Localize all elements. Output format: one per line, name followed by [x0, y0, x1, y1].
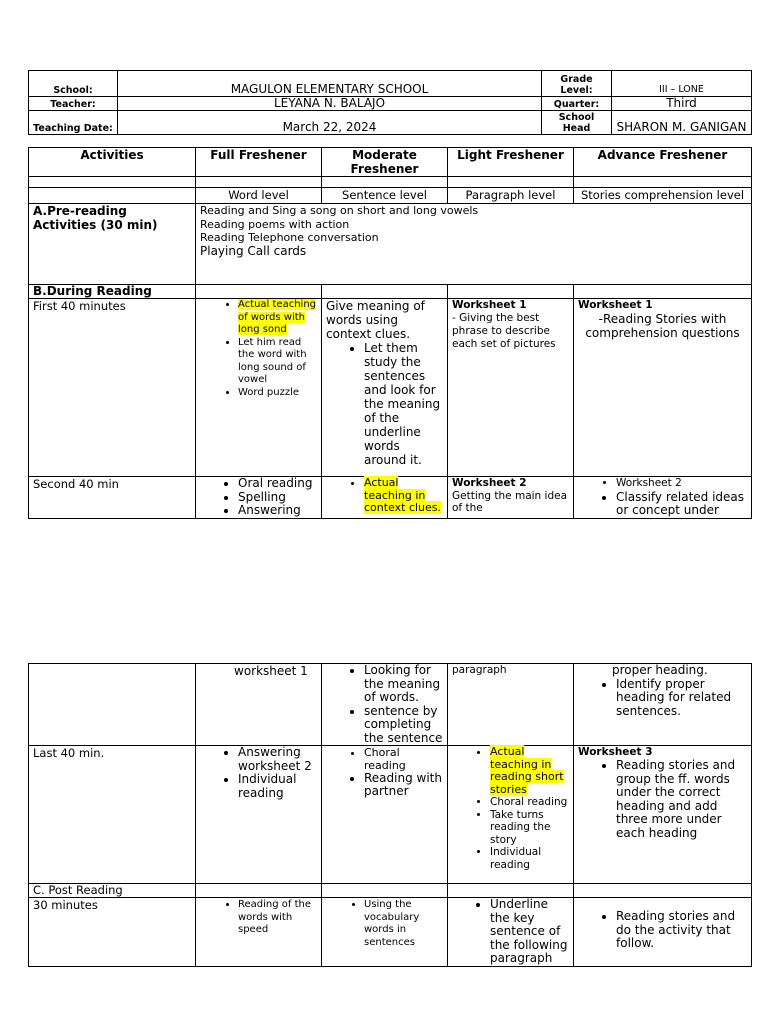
- list-item: • Word puzzle: [238, 387, 317, 400]
- last-40-label: Last 40 min.: [29, 746, 196, 884]
- post-advance-cell: [574, 898, 752, 967]
- last-moderate-cell: [322, 746, 448, 884]
- second-40-label: Second 40 min: [29, 477, 196, 519]
- list-item: • Answering worksheet 2: [238, 746, 317, 773]
- school-head-label: School Head: [542, 111, 612, 135]
- cont-light-cell: [448, 664, 574, 746]
- pre-reading-line: Playing Call cards: [200, 243, 307, 258]
- list-item: • Underline the key sentence of the following paragraph: [490, 898, 569, 966]
- list-item: • Worksheet 2: [616, 477, 747, 491]
- list-item: • Actual teaching in context clues.: [364, 477, 443, 515]
- list-item: • Identify proper heading for related sentences.: [616, 678, 747, 719]
- list-item: • sentence by completing the sentence: [364, 705, 443, 746]
- pre-reading-activities: [196, 204, 752, 285]
- teacher-label: Teacher:: [29, 97, 118, 111]
- cont-advance-text: proper heading.: [612, 663, 708, 677]
- list-item: • Reading of the words with speed: [238, 899, 317, 937]
- last-full-cell: [196, 746, 322, 884]
- list-item: • Let them study the sentences and look for the meaning of the underline words around it.: [364, 341, 443, 467]
- first-light-cell: [448, 299, 574, 477]
- second-moderate-cell: [322, 477, 448, 519]
- worksheet-title: Worksheet 3: [578, 746, 653, 758]
- first-full-cell: [196, 299, 322, 477]
- level-stories: Stories comprehension level: [574, 188, 752, 204]
- pre-reading-line: Reading and Sing a song on short and long vowels: [200, 204, 479, 217]
- list-item: • Looking for the meaning of words.: [364, 664, 443, 705]
- list-item: • Classify related ideas or concept under: [616, 491, 747, 518]
- moderate-intro: Give meaning of words using context clues.: [326, 299, 425, 341]
- post-full-cell: [196, 898, 322, 967]
- second-light-cell: [448, 477, 574, 519]
- post-reading-title: C. Post Reading: [29, 884, 196, 898]
- list-item: • Let him read the word with long sound of vowel: [238, 337, 317, 387]
- col-activities: Activities: [29, 148, 196, 177]
- list-item: • Individual reading: [490, 846, 569, 871]
- cont-light-text: paragraph: [452, 664, 507, 676]
- list-item: • Actual teaching in reading short stories: [490, 746, 569, 796]
- list-item: • Oral reading: [238, 477, 317, 491]
- cont-moderate-cell: [322, 664, 448, 746]
- activities-table: [28, 147, 752, 519]
- cont-advance-cell: [574, 664, 752, 746]
- worksheet-title: Worksheet 1: [578, 299, 653, 311]
- list-item: • Choral reading: [364, 746, 443, 772]
- level-paragraph: Paragraph level: [448, 188, 574, 204]
- list-item: • Answering: [238, 504, 317, 518]
- second-advance-cell: [574, 477, 752, 519]
- list-item: • Reading stories and do the activity that follow.: [616, 910, 747, 951]
- worksheet-text: -Reading Stories with comprehension questions: [585, 312, 740, 340]
- school-label: School:: [29, 71, 118, 97]
- first-advance-cell: [574, 299, 752, 477]
- post-light-cell: [448, 898, 574, 967]
- list-item: • Using the vocabulary words in sentences: [364, 899, 443, 949]
- list-item: • Actual teaching of words with long sond: [238, 299, 317, 337]
- list-item: • Choral reading: [490, 796, 569, 809]
- cont-full-text: worksheet 1: [234, 664, 308, 678]
- level-sentence: Sentence level: [322, 188, 448, 204]
- last-light-cell: [448, 746, 574, 884]
- post-moderate-cell: [322, 898, 448, 967]
- teacher-name: LEYANA N. BALAJO: [118, 97, 542, 111]
- first-40-label: First 40 minutes: [29, 299, 196, 477]
- col-full-freshener: Full Freshener: [196, 148, 322, 177]
- worksheet-text: Getting the main idea of the: [452, 489, 568, 514]
- quarter-value: Third: [612, 97, 752, 111]
- activities-table-continued: [28, 663, 752, 967]
- school-name: MAGULON ELEMENTARY SCHOOL: [118, 71, 542, 97]
- last-advance-cell: [574, 746, 752, 884]
- header-table: [28, 70, 752, 135]
- teaching-date-value: March 22, 2024: [118, 111, 542, 135]
- during-reading-title: B.During Reading: [29, 285, 196, 299]
- col-advance-freshener: Advance Freshener: [574, 148, 752, 177]
- grade-level-label: Grade Level:: [542, 71, 612, 97]
- post-30-label: 30 minutes: [29, 898, 196, 967]
- quarter-label: Quarter:: [542, 97, 612, 111]
- worksheet-text: - Giving the best phrase to describe each set of pictures: [452, 312, 556, 350]
- level-word: Word level: [196, 188, 322, 204]
- second-full-cell: [196, 477, 322, 519]
- list-item: • Reading with partner: [364, 772, 443, 798]
- pre-reading-line: Reading poems with action: [200, 217, 350, 231]
- first-moderate-cell: [322, 299, 448, 477]
- list-item: • Individual reading: [238, 773, 317, 800]
- list-item: • Reading stories and group the ff. words under the correct heading and add three more under each heading: [616, 759, 747, 840]
- grade-level-value: III – LONE: [612, 71, 752, 97]
- teaching-date-label: Teaching Date:: [29, 111, 118, 135]
- cont-full-cell: [196, 664, 322, 746]
- worksheet-title: Worksheet 2: [452, 477, 527, 489]
- pre-reading-line: Reading Telephone conversation: [200, 231, 379, 244]
- school-head-name: SHARON M. GANIGAN: [612, 111, 752, 135]
- list-item: • Spelling: [238, 491, 317, 505]
- worksheet-title: Worksheet 1: [452, 299, 527, 311]
- col-light-freshener: Light Freshener: [448, 148, 574, 177]
- list-item: • Take turns reading the story: [490, 809, 569, 847]
- pre-reading-title: A.Pre-reading Activities (30 min): [29, 204, 196, 285]
- col-moderate-freshener: Moderate Freshener: [322, 148, 448, 177]
